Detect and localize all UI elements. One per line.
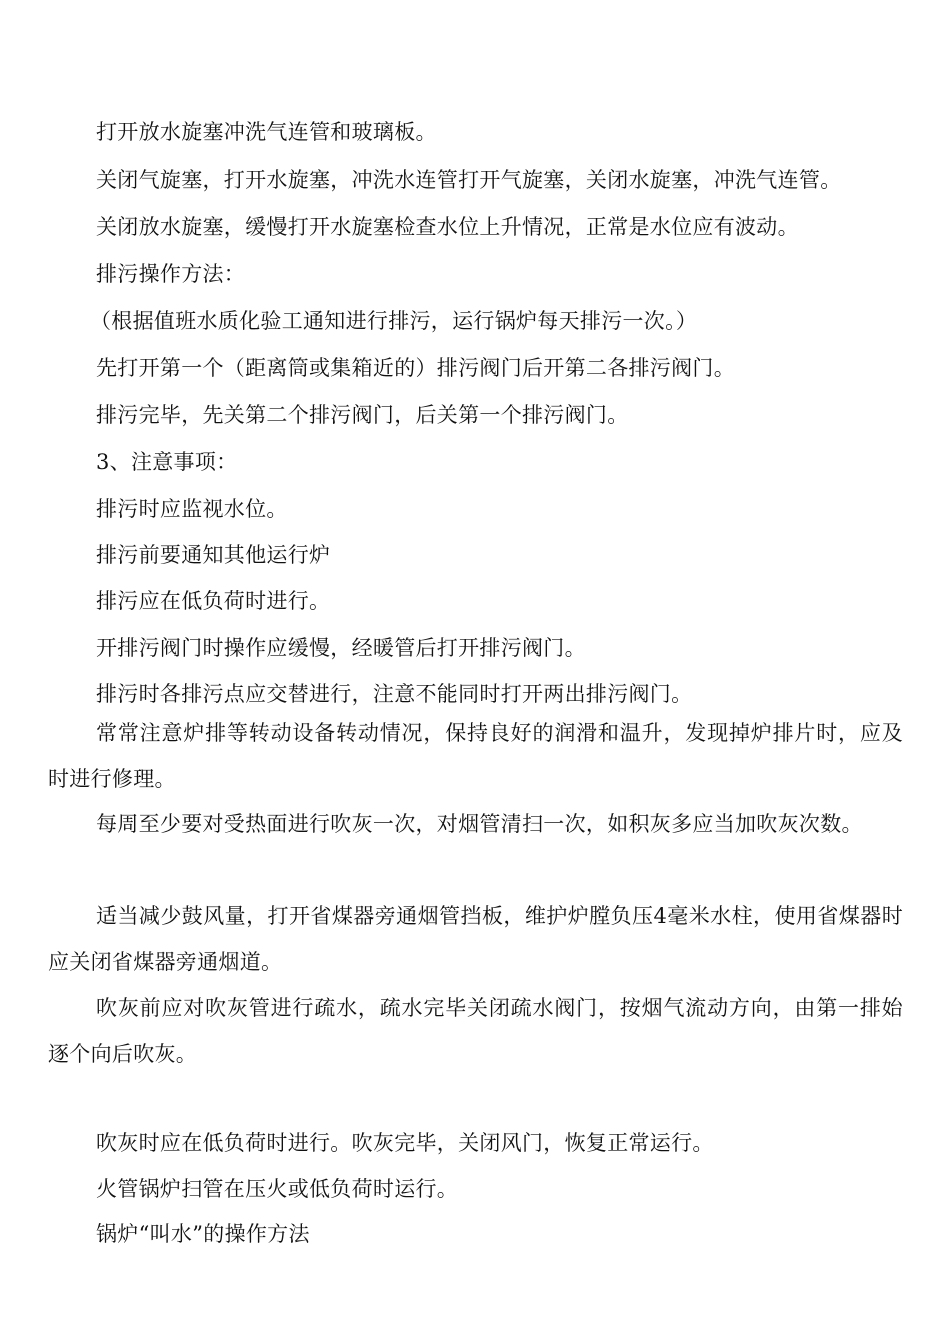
paragraph-2: 关闭气旋塞，打开水旋塞，冲洗水连管打开气旋塞，关闭水旋塞，冲洗气连管。 (96, 168, 842, 192)
paragraph-17: 吹灰前应对吹灰管进行疏水，疏水完毕关闭疏水阀门，按烟气流动方向，由第一排始逐个向后吹灰。 (48, 996, 903, 1066)
paragraph-5: （根据值班水质化验工通知进行排污，运行锅炉每天排污一次。） (90, 309, 698, 333)
paragraph-12: 开排污阀门时操作应缓慢，经暖管后打开排污阀门。 (96, 636, 586, 660)
paragraph-14: 常常注意炉排等转动设备转动情况，保持良好的润滑和温升，发现掉炉排片时，应及时进行修理。 (48, 721, 903, 791)
paragraph-19: 火管锅炉扫管在压火或低负荷时运行。 (96, 1177, 459, 1201)
paragraph-11: 排污应在低负荷时进行。 (96, 589, 331, 613)
paragraph-15: 每周至少要对受热面进行吹灰一次，对烟管清扫一次，如积灰多应当加吹灰次数。 (96, 812, 863, 836)
paragraph-9: 排污时应监视水位。 (96, 497, 288, 521)
paragraph-6: 先打开第一个（距离筒或集箱近的）排污阀门后开第二各排污阀门。 (96, 356, 735, 380)
paragraph-16: 适当减少鼓风量，打开省煤器旁通烟管挡板，维护炉膛负压4毫米水柱，使用省煤器时应关闭省煤器旁通烟道。 (48, 904, 903, 974)
paragraph-7: 排污完毕，先关第二个排污阀门，后关第一个排污阀门。 (96, 403, 629, 427)
paragraph-18: 吹灰时应在低负荷时进行。吹灰完毕，关闭风门，恢复正常运行。 (96, 1131, 714, 1155)
paragraph-1: 打开放水旋塞冲洗气连管和玻璃板。 (96, 120, 437, 144)
paragraph-4: 排污操作方法： (96, 262, 246, 286)
section-heading: 3、注意事项： (96, 450, 238, 474)
paragraph-10: 排污前要通知其他运行炉 (96, 543, 331, 567)
paragraph-20: 锅炉“叫水”的操作方法 (96, 1222, 310, 1246)
paragraph-13: 排污时各排污点应交替进行，注意不能同时打开两出排污阀门。 (96, 682, 693, 706)
paragraph-3: 关闭放水旋塞，缓慢打开水旋塞检查水位上升情况，正常是水位应有波动。 (96, 215, 799, 239)
